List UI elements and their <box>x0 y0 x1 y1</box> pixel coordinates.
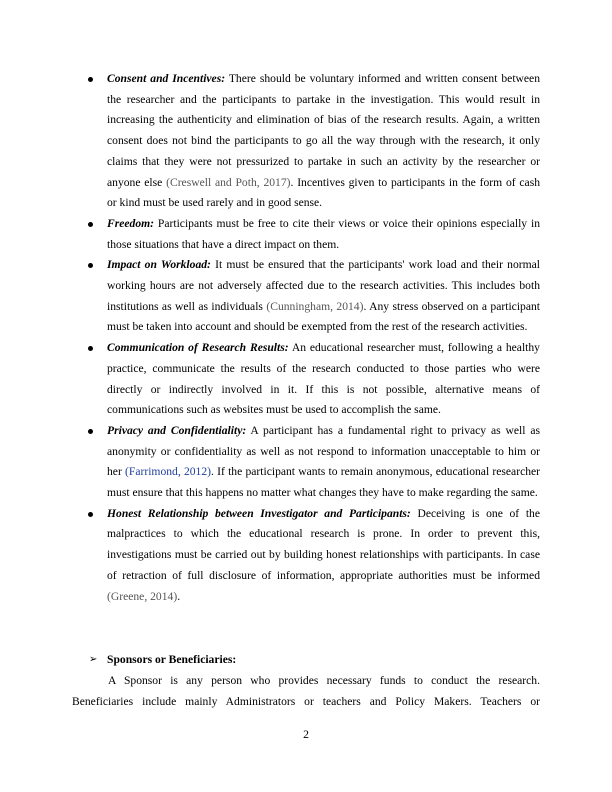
bullet-term: Privacy and Confidentiality: <box>107 423 247 437</box>
bullet-text: Deceiving is one of the malpractices to which the educational research is prone. In order to prevent this, investigations must be carried out by building honest relationships with participants. In case of retraction of full disclosure of information, appropriate authorities must be informed <box>107 506 540 582</box>
bullet-dot <box>88 222 93 227</box>
bullet-text: A participant has a fundamental right to privacy as well as anonymity or confidentiality as well as not respond to information unacceptable to him or her <box>107 423 540 479</box>
bullet-term: Impact on Workload: <box>107 258 211 272</box>
bullet-honest-relationship <box>88 504 540 608</box>
bullet-text: An educational researcher must, following a healthy practice, communicate the results of the research conducted to those parties who were directly or indirectly involved in it. If this is not possible, alternative means of communications such as websites must be used to accomplish the same. <box>107 341 540 417</box>
bullet-dot <box>88 512 93 517</box>
bullet-term: Honest Relationship between Investigator and Participants: <box>107 506 411 520</box>
bullet-communication-of-results <box>88 338 540 421</box>
bullet-dot <box>88 77 93 82</box>
bullet-impact-on-workload <box>88 255 540 338</box>
bullet-term: Freedom: <box>107 216 155 230</box>
bullet-text: There should be voluntary informed and written consent between the researcher and the participants to partake in the investigation. This would result in increasing the authenticity and elimination of bias of the research results. Again, a written consent does not bind the participants to go all the way through with the research, it only claims that they were not pressurized to partake in such an activity by the researcher or anyone else <box>107 72 541 189</box>
bullet-term: Consent and Incentives: <box>107 72 226 85</box>
bullet-text-after: . <box>177 589 181 603</box>
bullet-text: Participants must be free to cite their views or voice their opinions especially in those situations that have a direct impact on them. <box>107 216 540 251</box>
citation-link[interactable]: (Farrimond, 2012) <box>125 465 212 479</box>
bullet-dot <box>88 429 93 434</box>
bullet-privacy-confidentiality <box>88 421 540 504</box>
citation: (Creswell and Poth, 2017) <box>166 175 291 189</box>
bullet-text-after: . If the participant wants to remain anonymous, educational researcher must ensure that this happens no matter what changes they have to make regarding the same. <box>107 465 541 500</box>
ethics-bullet-list <box>88 69 540 607</box>
citation: (Greene, 2014) <box>107 589 178 603</box>
citation: (Cunningham, 2014) <box>266 299 364 313</box>
bullet-dot <box>88 346 93 351</box>
bullet-term: Communication of Research Results: <box>107 341 289 355</box>
bullet-freedom <box>88 214 540 255</box>
bullet-text: It must be ensured that the participants' work load and their normal working hours are not adversely affected due to the research activities. This includes both institutions as well as individuals <box>107 258 540 313</box>
bullet-dot <box>88 263 93 268</box>
arrow-bullet-icon: ➢ <box>89 654 98 665</box>
bullet-text-after: . Incentives given to participants in the form of cash or kind must be used rarely and in good sense. <box>107 175 541 210</box>
bullet-consent-incentives <box>88 69 540 214</box>
sponsors-paragraph: A Sponsor is any person who provides necessary funds to conduct the research. Beneficiaries include mainly Administrators or teachers and Policy Makers. Teachers or <box>72 674 540 708</box>
subheading-text: Sponsors or Beneficiaries: <box>107 653 237 666</box>
bullet-text-after: . Any stress observed on a participant must be taken into account and should be exempted from the rest of the research activities. <box>107 299 540 334</box>
page-number: 2 <box>303 728 309 741</box>
